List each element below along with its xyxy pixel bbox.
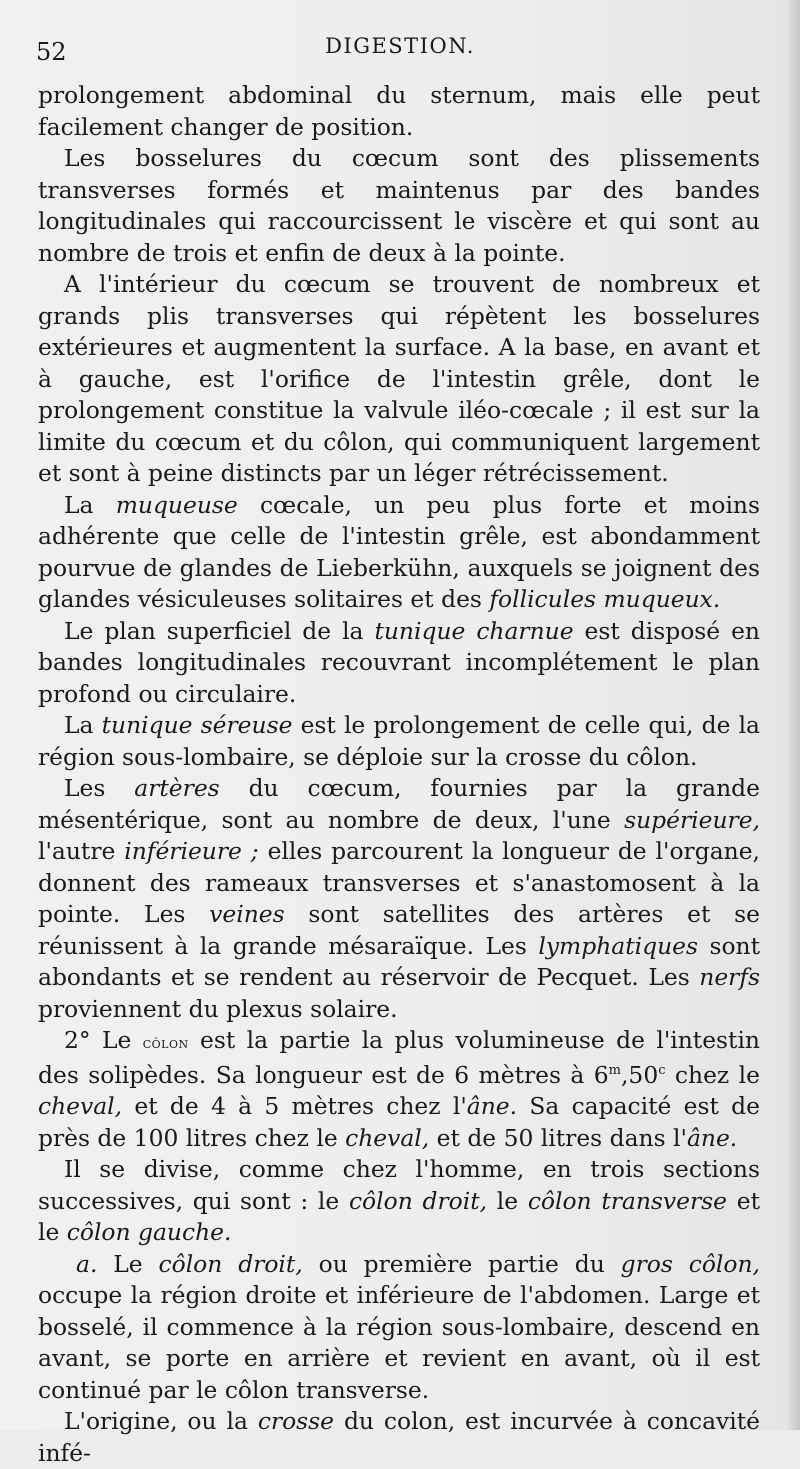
italic-text: tunique charnue — [374, 616, 574, 645]
italic-text: a. — [76, 1249, 98, 1278]
italic-text: muqueuse — [115, 490, 238, 519]
italic-text: nerfs — [699, 963, 760, 991]
text-run: prolongement abdominal du sternum, mais elle peut facilement changer de position. — [38, 81, 760, 141]
small-caps-text: côlon — [142, 1034, 189, 1052]
italic-text: gros côlon, — [620, 1249, 760, 1278]
text-run: le — [487, 1186, 528, 1215]
paragraph — [38, 616, 760, 711]
text-run: ou première partie du — [302, 1249, 621, 1278]
text-run: ,50 — [621, 1060, 659, 1089]
text-run: proviennent du plexus solaire. — [38, 994, 398, 1023]
text-run: et le — [38, 1186, 760, 1246]
paragraph — [38, 710, 760, 773]
text-run: du colon, est incurvée à concavité infé- — [38, 1407, 760, 1467]
italic-text: côlon transverse — [527, 1186, 728, 1215]
text-run: est la partie la plus volumineuse de l'intestin des solipèdes. Sa longueur est de 6 mètres à 6 — [38, 1026, 760, 1089]
text-run: 2° Le — [64, 1026, 143, 1054]
italic-text: artères — [134, 774, 220, 802]
italic-text: inférieure ; — [124, 837, 259, 865]
italic-text: follicules muqueux. — [489, 585, 721, 613]
text-run: L'origine, ou la — [64, 1407, 258, 1435]
text-run: et de 4 à 5 mètres chez l' — [122, 1092, 467, 1120]
italic-text: âne. — [686, 1123, 738, 1152]
page-number: 52 — [36, 38, 67, 66]
italic-text: cheval, — [38, 1092, 123, 1120]
italic-text: côlon gauche. — [66, 1218, 232, 1246]
paragraph — [38, 269, 760, 490]
paragraph — [38, 1406, 760, 1469]
text-run: Les bosselures du cœcum sont des plissements transverses formés et maintenus par des bandes longitudinales qui raccourcissent le viscère et qui sont au nombre de trois et enfin de deux à la pointe. — [38, 144, 760, 267]
text-run: elles parcourent la longueur de l'organe, donnent des rameaux transverses et s'anastomosent à la pointe. Les — [38, 837, 760, 928]
text-run: Les — [64, 774, 135, 802]
text-run: Il se divise, comme chez l'homme, en trois sections successives, qui sont : le — [38, 1155, 760, 1215]
italic-text: supérieure, — [624, 805, 760, 834]
superscript-text: m — [608, 1062, 621, 1078]
paragraph — [38, 773, 760, 1025]
italic-text: côlon droit, — [348, 1186, 488, 1215]
superscript-text: c — [658, 1062, 666, 1078]
text-run: Le — [97, 1249, 159, 1278]
paragraph — [38, 490, 760, 616]
text-run: et de 50 litres dans l' — [429, 1123, 687, 1152]
italic-text: âne. — [466, 1092, 518, 1120]
running-head: DIGESTION. — [325, 34, 475, 58]
paragraph — [38, 1154, 760, 1249]
text-run: sont satellites des artères et se réunissent à la grande mésaraïque. Les — [38, 900, 760, 960]
page-edge-shadow — [786, 0, 800, 1430]
text-run: occupe la région droite et inférieure de l'abdomen. Large et bosselé, il commence à la région sous-lombaire, descend en avant, se porte en arrière et revient en avant, où il est continué par le côlon transverse. — [38, 1281, 760, 1404]
text-run: sont abondants et se rendent au réservoir de Pecquet. Les — [38, 931, 760, 991]
text-run: Sa capacité est de près de 100 litres chez le — [38, 1092, 760, 1152]
paragraph — [38, 1249, 760, 1407]
text-run: l'autre — [38, 837, 125, 865]
text-run: A l'intérieur du cœcum se trouvent de nombreux et grands plis transverses qui répètent les bosselures extérieures et augmentent la surface. A la base, en avant et à gauche, est l'orifice de l'intestin grêle, dont le prolongement constitue la valvule iléo-cœcale ; il est sur la limite du cœcum et du côlon, qui communiquent largement et sont à peine distincts par un léger rétrécissement. — [38, 270, 760, 487]
paragraph — [38, 143, 760, 269]
text-run: cœcale, un peu plus forte et moins adhérente que celle de l'intestin grêle, est abondamment pourvue de glandes de Lieberkühn, auxquels se joignent des glandes vésiculeuses solitaires et des — [38, 490, 761, 613]
text-run: du cœcum, fournies par la grande mésentérique, sont au nombre de deux, l'une — [38, 774, 760, 834]
italic-text: crosse — [257, 1407, 335, 1435]
paragraph — [38, 1025, 760, 1154]
text-run: est le prolongement de celle qui, de la région sous-lombaire, se déploie sur la crosse du côlon. — [38, 711, 761, 771]
italic-text: lymphatiques — [538, 931, 698, 960]
italic-text: côlon droit, — [158, 1249, 303, 1278]
body-text — [38, 80, 760, 1469]
paragraph — [38, 80, 760, 143]
text-run: La — [64, 711, 102, 739]
text-run: est disposé en bandes longitudinales recouvrant incomplétement le plan profond ou circulaire. — [38, 616, 760, 708]
italic-text: veines — [209, 900, 285, 928]
text-run: chez le — [665, 1060, 760, 1089]
italic-text: tunique séreuse — [101, 711, 293, 739]
text-run: Le plan superficiel de la — [64, 616, 375, 645]
text-run: La — [64, 490, 116, 519]
italic-text: cheval, — [345, 1123, 430, 1152]
